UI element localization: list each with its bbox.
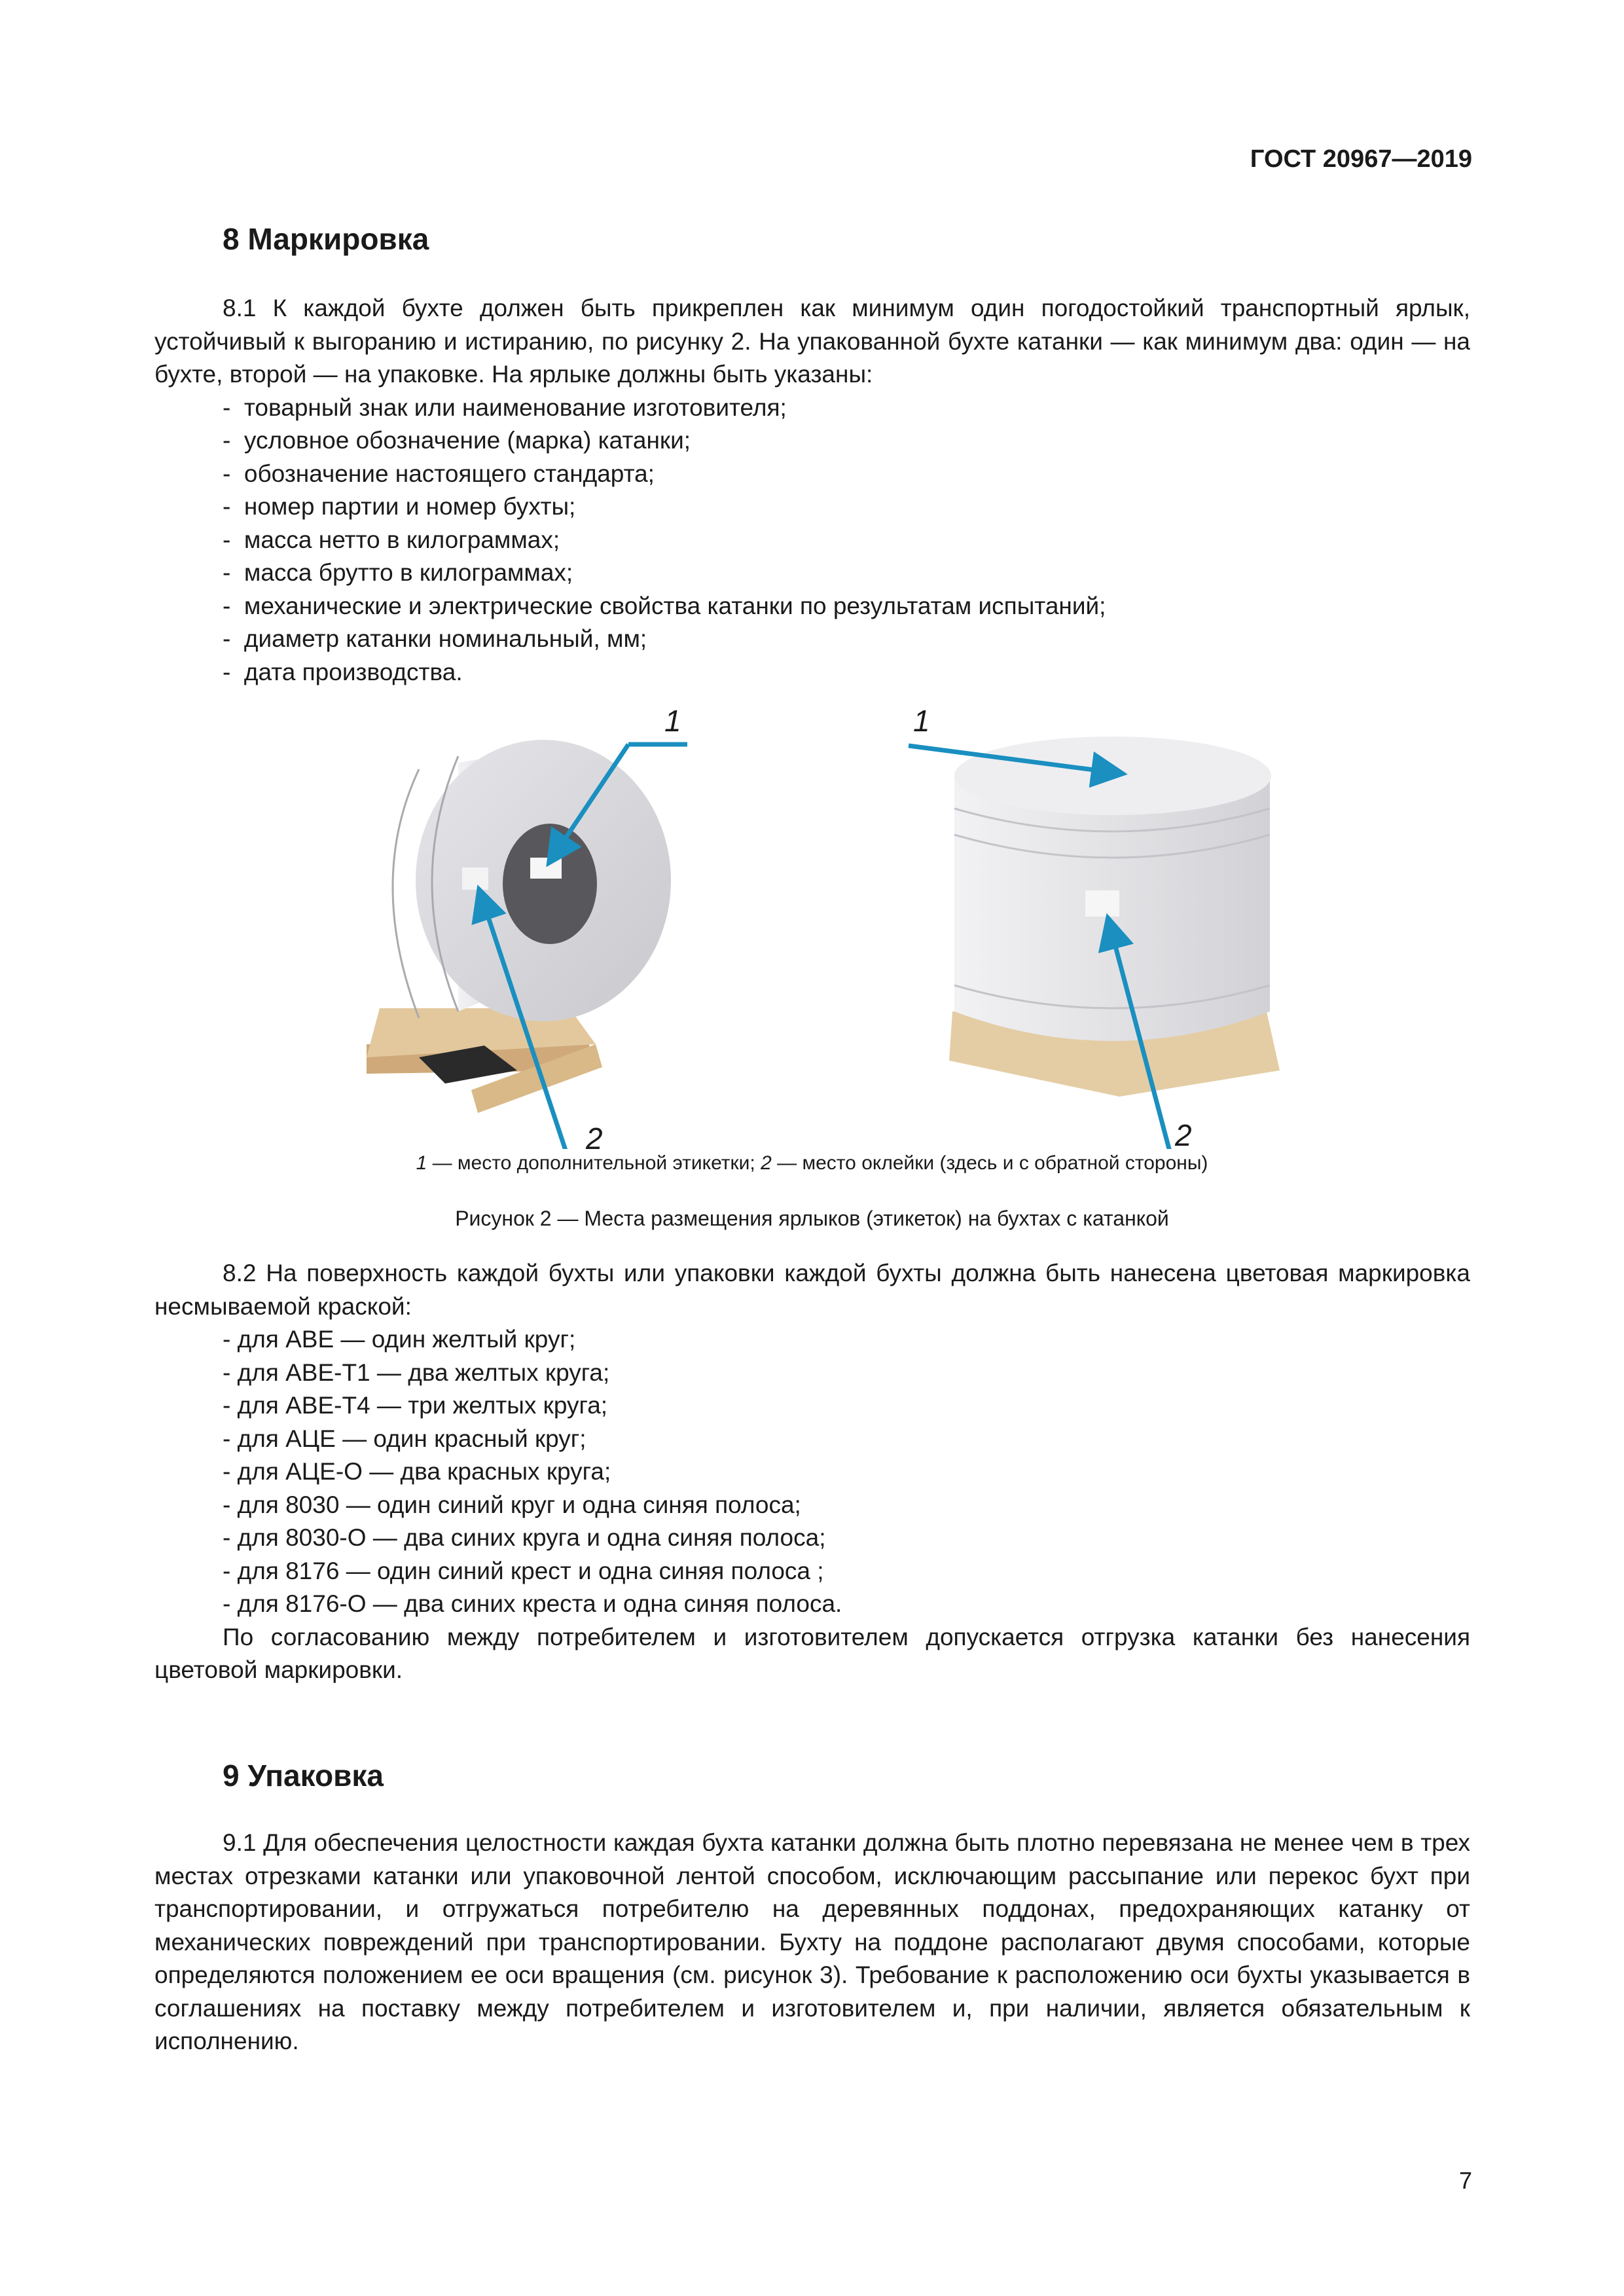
list-item: - механические и электрические свойства катанки по результатам испытаний; bbox=[154, 590, 1470, 623]
paragraph-8-2-block bbox=[154, 1257, 1470, 1687]
list-item: - для 8030 — один синий круг и одна синяя полоса; bbox=[154, 1489, 1470, 1522]
coil-groove bbox=[393, 769, 419, 1018]
list-item: - номер партии и номер бухты; bbox=[154, 490, 1470, 524]
list-item: - масса брутто в килограммах; bbox=[154, 556, 1470, 590]
callout-1: 1 bbox=[913, 704, 930, 738]
list-item: - для 8176-О — два синих креста и одна синяя полоса. bbox=[223, 1590, 842, 1617]
list-item: - для АВЕ-Т4 — три желтых круга; bbox=[154, 1389, 1470, 1423]
callout-1: 1 bbox=[664, 704, 681, 738]
figure-caption: Рисунок 2 — Места размещения ярлыков (этикеток) на бухтах с катанкой bbox=[455, 1207, 1169, 1230]
coil-core bbox=[503, 824, 597, 944]
legend-number: 2 bbox=[761, 1152, 772, 1174]
list-item: - для АЦЕ-О — два красных круга; bbox=[154, 1455, 1470, 1489]
list-item: - дата производства. bbox=[154, 656, 1470, 689]
paragraph-agreement: По согласованию между потребителем и изготовителем допускается отгрузка катанки без нанесения цветовой маркировки. bbox=[154, 1623, 1470, 1683]
label-sticker bbox=[462, 867, 488, 890]
section-8-title: 8 Маркировка bbox=[223, 222, 429, 256]
section-8-body bbox=[154, 292, 1470, 689]
callout-2: 2 bbox=[1175, 1118, 1192, 1149]
figure-legend bbox=[0, 1152, 1624, 1175]
legend-number: 1 bbox=[416, 1152, 427, 1174]
label-contents-list bbox=[154, 392, 1470, 689]
paragraph-9-1: 9.1 Для обеспечения целостности каждая бухта катанки должна быть плотно перевязана не менее чем в трех местах отрезками катанки или упаковочной лентой способом, исключающим рассыпание или перекос бухт при транспортировании, и отгружаться потребителю на деревянных поддонах, предохраняющих катанку от механических повреждений при транспортировании. Бухту на поддоне располагают двумя способами, которые определяются положением ее оси вращения (см. рисунок 3). Требование к расположению оси бухты указывается в соглашениях на поставку между потребителем и изготовителем и, при наличии, является обязательным к исполнению. bbox=[154, 1829, 1470, 2054]
coil-on-pallet-left bbox=[367, 704, 687, 1149]
section-9-body bbox=[154, 1827, 1470, 2058]
paragraph-8-1: 8.1 К каждой бухте должен быть прикреплен как минимум один погодостойкий транспортный ярлык, устойчивый к выгоранию и истиранию, по рисунку 2. На упакованной бухте катанки — как минимум два: один — на бухте, второй — на упаковке. На ярлыке должны быть указаны: bbox=[154, 295, 1470, 388]
packed-coil-top bbox=[954, 737, 1271, 815]
section-9-title: 9 Упаковка bbox=[223, 1758, 384, 1793]
label-sticker bbox=[530, 858, 562, 879]
list-item: - обозначение настоящего стандарта; bbox=[154, 458, 1470, 491]
color-marking-list bbox=[154, 1323, 1470, 1621]
page-number: 7 bbox=[1458, 2167, 1472, 2194]
callout-2: 2 bbox=[586, 1121, 603, 1149]
list-item: - для АВЕ-Т1 — два желтых круга; bbox=[154, 1357, 1470, 1390]
figure-2 bbox=[0, 704, 1624, 1149]
list-item: - условное обозначение (марка) катанки; bbox=[154, 424, 1470, 458]
list-item: - для 8030-О — два синих круга и одна синяя полоса; bbox=[154, 1522, 1470, 1555]
list-item: - для 8176 — один синий крест и одна синяя полоса ; bbox=[154, 1555, 1470, 1588]
list-item: - для АЦЕ — один красный круг; bbox=[154, 1423, 1470, 1456]
document-header: ГОСТ 20967—2019 bbox=[1250, 145, 1472, 173]
paragraph-8-2: 8.2 На поверхность каждой бухты или упаковки каждой бухты должна быть нанесена цветовая маркировка несмываемой краской: bbox=[154, 1260, 1470, 1320]
packed-coil-on-pallet-right bbox=[909, 704, 1280, 1149]
list-item: - товарный знак или наименование изготовителя; bbox=[154, 392, 1470, 425]
list-item: - масса нетто в килограммах; bbox=[154, 524, 1470, 557]
legend-text: — место оклейки (здесь и с обратной стороны) bbox=[771, 1152, 1208, 1174]
legend-text: — место дополнительной этикетки; bbox=[427, 1152, 761, 1174]
list-item: - диаметр катанки номинальный, мм; bbox=[154, 623, 1470, 656]
label-sticker bbox=[1085, 890, 1119, 917]
list-item: - для АВЕ — один желтый круг; bbox=[154, 1323, 1470, 1357]
